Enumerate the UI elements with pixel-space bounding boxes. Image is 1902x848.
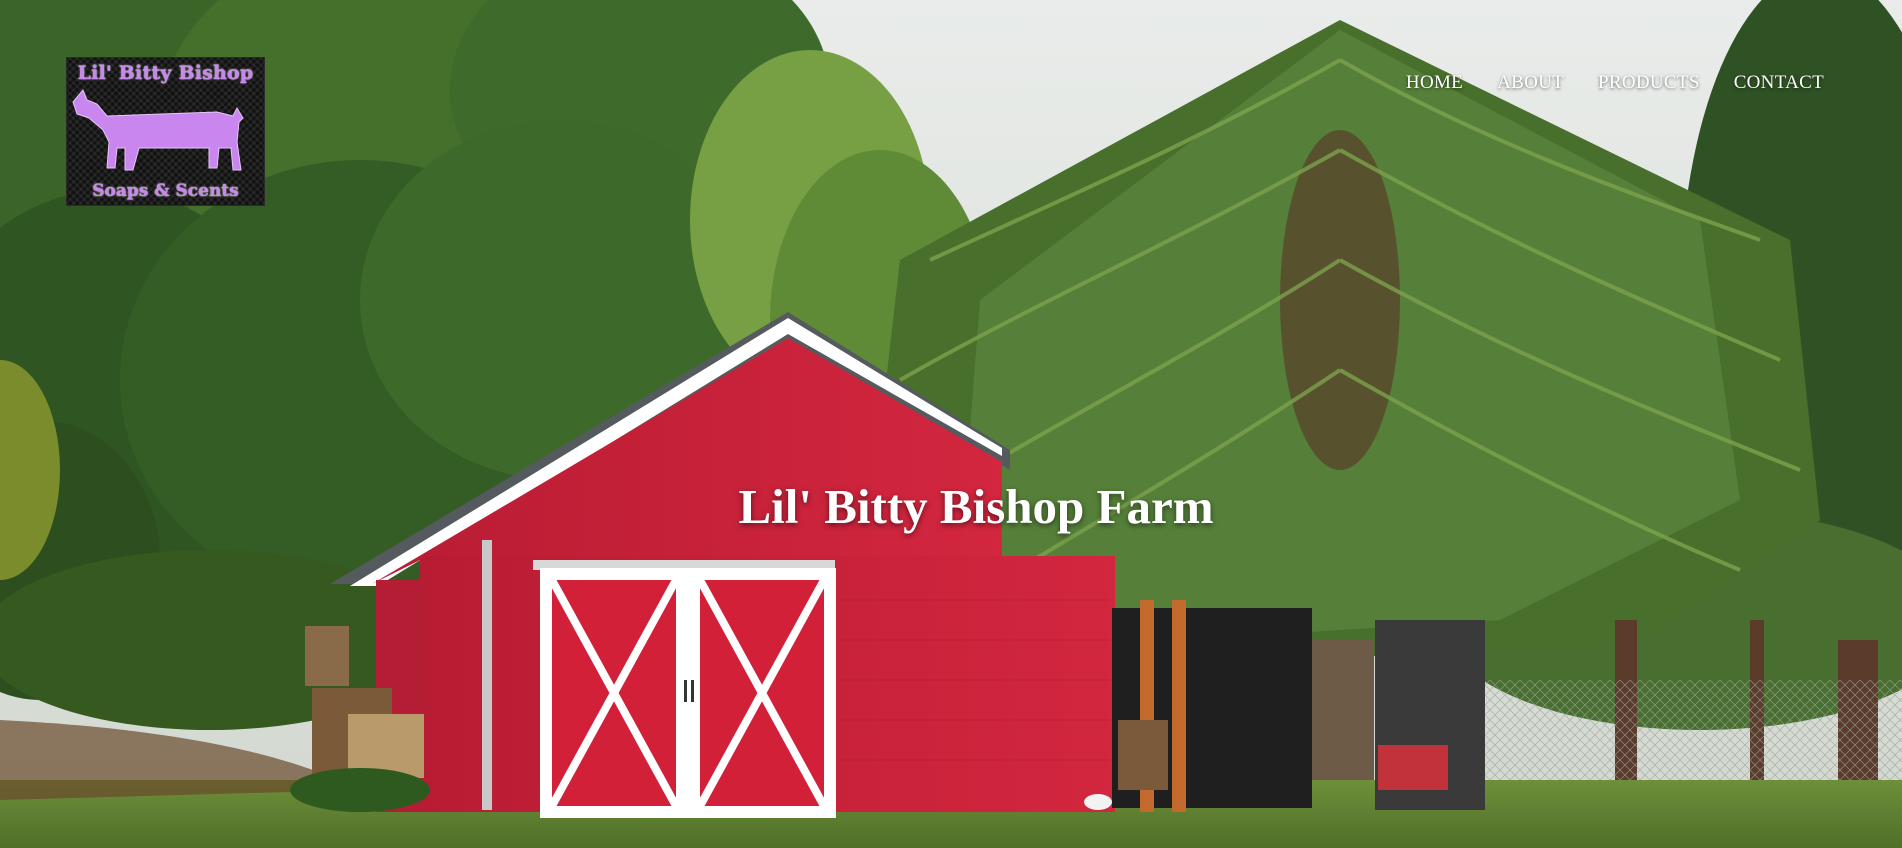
goat-icon bbox=[67, 82, 266, 182]
nav-link-home[interactable]: HOME bbox=[1405, 72, 1464, 93]
logo-top-text: Lil' Bitty Bishop bbox=[77, 62, 254, 84]
site-logo[interactable] bbox=[66, 57, 265, 206]
logo-bottom-text: Soaps & Scents bbox=[92, 181, 239, 201]
nav-link-contact[interactable]: CONTACT bbox=[1733, 72, 1824, 93]
hero-title: Lil' Bitty Bishop Farm bbox=[738, 479, 1214, 534]
nav-link-products[interactable]: PRODUCTS bbox=[1598, 72, 1700, 93]
main-navigation bbox=[1406, 72, 1824, 94]
nav-link-about[interactable]: ABOUT bbox=[1497, 72, 1565, 93]
